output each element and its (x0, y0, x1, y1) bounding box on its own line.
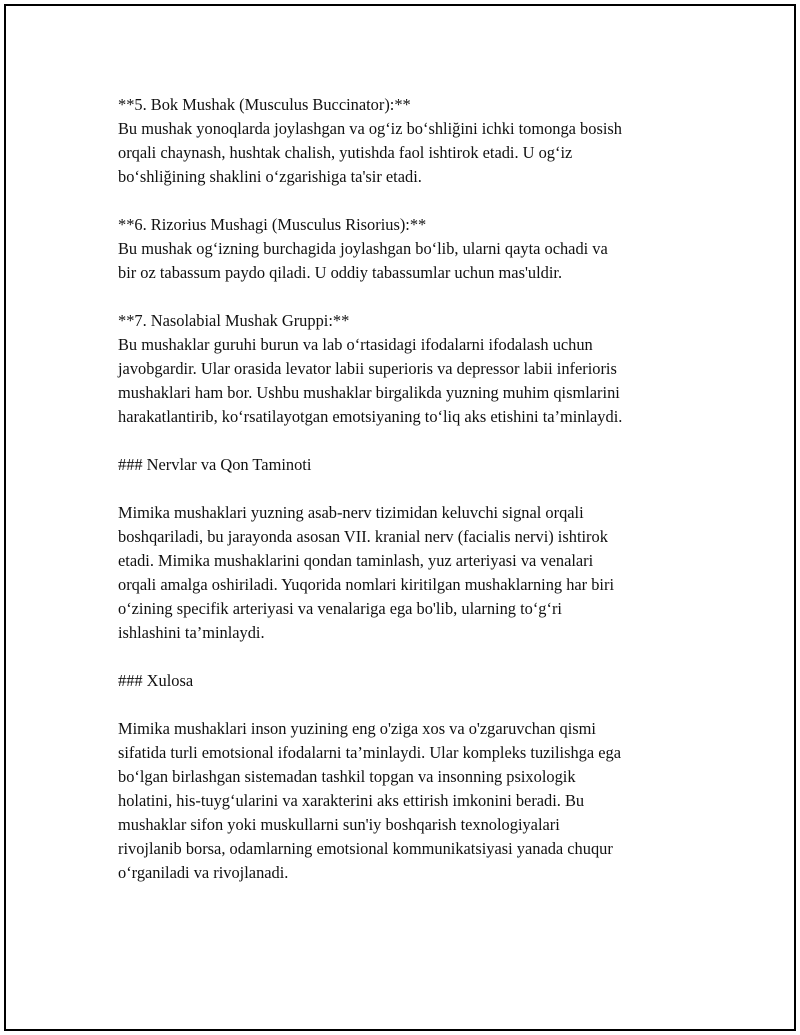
nerves-heading: ### Nervlar va Qon Taminoti (118, 455, 312, 474)
conclusion-paragraph: Mimika mushaklari inson yuzining eng o'ziga xos va o'zgaruvchan qismi sifatida turli emotsional ifodalarni ta’minlaydi. Ular kompleks tuzilishga ega bo‘lgan birlashgan sistemadan tashkil topgan va insonning psixologik holatini, his-tuyg‘ularini va xarakterini aks ettirish imkonini beradi. Bu mushaklar sifon yoki muskullarni sun'iy boshqarish texnologiyalari rivojlanib borsa, odamlarning emotsional kommunikatsiyasi yanada chuqur o‘rganiladi va rivojlanadi. (118, 719, 621, 882)
document-body (118, 93, 718, 909)
conclusion-heading: ### Xulosa (118, 671, 194, 690)
section-heading: **7. Nasolabial Mushak Gruppi:** (118, 311, 350, 330)
section-paragraph: Bu mushak yonoqlarda joylashgan va og‘iz bo‘shliğini ichki tomonga bosish orqali chaynash, hushtak chalish, yutishda faol ishtirok etadi. U og‘iz bo‘shliğining shaklini o‘zgarishiga ta'sir etadi. (118, 119, 622, 186)
section-paragraph: Bu mushaklar guruhi burun va lab o‘rtasidagi ifodalarni ifodalash uchun javobgardir. Ular orasida levator labii superioris va depressor labii inferioris mushaklari ham bor. Ushbu mushaklar birgalikda yuzning muhim qismlarini harakatlantirib, ko‘rsatilayotgan emotsiyaning to‘liq aks etishini ta’minlaydi. (118, 335, 623, 426)
nerves-paragraph: Mimika mushaklari yuzning asab-nerv tizimidan keluvchi signal orqali boshqariladi, bu jarayonda asosan VII. kranial nerv (facialis nervi) ishtirok etadi. Mimika mushaklarini qondan taminlash, yuz arteriyasi va venalari orqali amalga oshiriladi. Yuqorida nomlari kiritilgan mushaklarning har biri o‘zining specifik arteriyasi va venalariga ega bo'lib, ularning to‘g‘ri ishlashini ta’minlaydi. (118, 503, 614, 642)
section-paragraph: Bu mushak og‘izning burchagida joylashgan bo‘lib, ularni qayta ochadi va bir oz tabassum paydo qiladi. U oddiy tabassumlar uchun mas'uldir. (118, 239, 608, 282)
section-heading: **5. Bok Mushak (Musculus Buccinator):** (118, 95, 411, 114)
section-nasolabial (118, 309, 718, 429)
section-heading: **6. Rizorius Mushagi (Musculus Risorius):** (118, 215, 427, 234)
section-risorius (118, 213, 718, 285)
section-buccinator (118, 93, 718, 189)
